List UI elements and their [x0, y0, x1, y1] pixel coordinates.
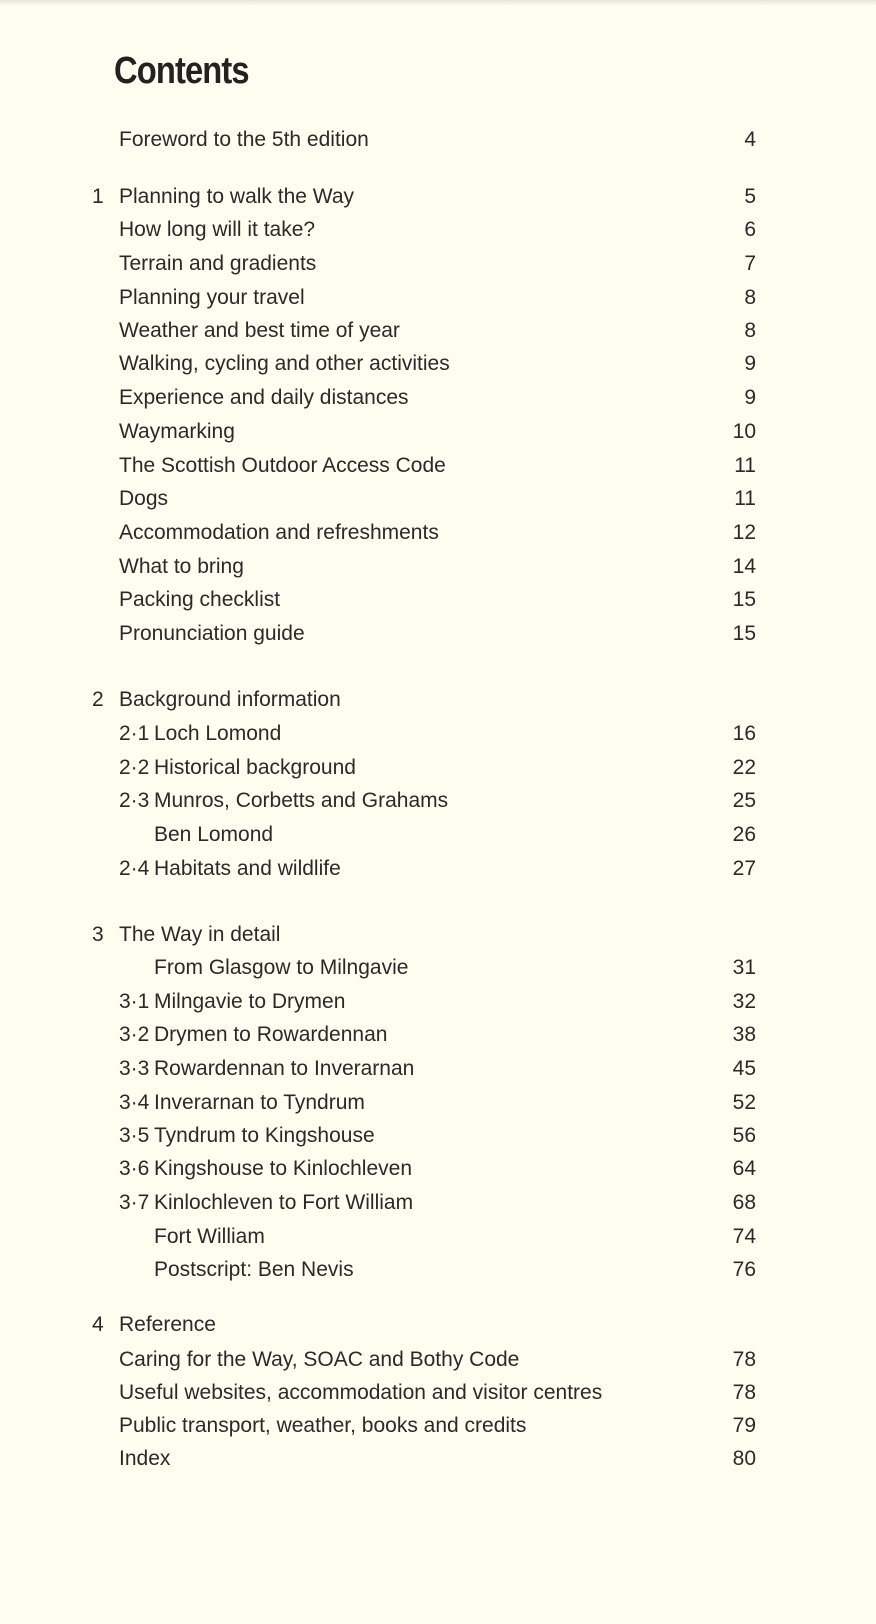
- toc-entry-label: Tyndrum to Kingshouse: [154, 1124, 375, 1147]
- toc-entry-label: Inverarnan to Tyndrum: [154, 1091, 365, 1114]
- toc-entry[interactable]: [0, 1412, 876, 1440]
- toc-entry-label: Experience and daily distances: [119, 386, 409, 409]
- section-number: 2: [92, 688, 104, 711]
- toc-entry-foreword[interactable]: [0, 126, 876, 154]
- toc-entry[interactable]: [0, 821, 876, 849]
- toc-entry-page: 14: [732, 555, 756, 578]
- toc-section-4-heading: [0, 1311, 876, 1339]
- section-heading: Background information: [119, 688, 341, 711]
- toc-entry-label: Planning your travel: [119, 286, 305, 309]
- toc-entry-page: 26: [732, 823, 756, 846]
- toc-entry[interactable]: [0, 1089, 876, 1117]
- toc-entry-label: Dogs: [119, 487, 169, 510]
- toc-entry-page: 74: [732, 1225, 756, 1248]
- toc-entry-label: Habitats and wildlife: [154, 857, 341, 880]
- toc-section-3-heading: [0, 921, 876, 949]
- toc-entry-page: 32: [732, 990, 756, 1013]
- toc-entry-page: 5: [744, 185, 756, 208]
- toc-entry[interactable]: [0, 620, 876, 648]
- toc-entry[interactable]: [0, 586, 876, 614]
- toc-entry[interactable]: [0, 284, 876, 312]
- toc-entry[interactable]: [0, 1346, 876, 1374]
- toc-section-1-heading[interactable]: [0, 183, 876, 211]
- toc-entry-page: 7: [744, 252, 756, 275]
- toc-entry-label: Index: [119, 1447, 171, 1470]
- subsection-number: 3·6: [119, 1157, 150, 1180]
- toc-entry-page: 9: [744, 386, 756, 409]
- subsection-number: 3·7: [119, 1191, 150, 1214]
- toc-entry-page: 56: [732, 1124, 756, 1147]
- subsection-number: 3·2: [119, 1023, 150, 1046]
- toc-entry-label: Waymarking: [119, 420, 235, 443]
- toc-entry-label: Ben Lomond: [154, 823, 274, 846]
- page-top-edge: [0, 0, 876, 6]
- toc-entry-page: 10: [732, 420, 756, 443]
- toc-entry[interactable]: [0, 216, 876, 244]
- toc-entry[interactable]: [0, 452, 876, 480]
- toc-entry-page: 16: [732, 722, 756, 745]
- toc-entry[interactable]: [0, 350, 876, 378]
- toc-entry-page: 8: [744, 319, 756, 342]
- toc-entry-label: Caring for the Way, SOAC and Bothy Code: [119, 1348, 520, 1371]
- subsection-number: 2·2: [119, 756, 150, 779]
- subsection-number: 2·4: [119, 857, 150, 880]
- toc-entry-page: 80: [732, 1447, 756, 1470]
- toc-entry[interactable]: [0, 553, 876, 581]
- toc-entry-label: Postscript: Ben Nevis: [154, 1258, 354, 1281]
- toc-entry-label: Fort William: [154, 1225, 265, 1248]
- toc-entry-page: 9: [744, 352, 756, 375]
- toc-entry-page: 22: [732, 756, 756, 779]
- toc-entry-label: Useful websites, accommodation and visitor centres: [119, 1381, 603, 1404]
- section-number: 1: [92, 185, 104, 208]
- subsection-number: 3·4: [119, 1091, 150, 1114]
- toc-entry[interactable]: [0, 787, 876, 815]
- toc-entry[interactable]: [0, 1055, 876, 1083]
- toc-entry-page: 11: [734, 487, 756, 510]
- subsection-number: 3·3: [119, 1057, 150, 1080]
- toc-entry-label: From Glasgow to Milngavie: [154, 956, 409, 979]
- toc-entry-page: 15: [732, 622, 756, 645]
- page-title: Contents: [114, 50, 249, 92]
- toc-entry[interactable]: [0, 1445, 876, 1473]
- toc-entry-label: Kinlochleven to Fort William: [154, 1191, 414, 1214]
- toc-entry[interactable]: [0, 317, 876, 345]
- toc-entry-label: Milngavie to Drymen: [154, 990, 346, 1013]
- toc-entry[interactable]: [0, 384, 876, 412]
- toc-entry-page: 15: [732, 588, 756, 611]
- toc-entry[interactable]: [0, 720, 876, 748]
- toc-entry[interactable]: [0, 1155, 876, 1183]
- toc-entry[interactable]: [0, 1189, 876, 1217]
- toc-entry[interactable]: [0, 1122, 876, 1150]
- toc-entry[interactable]: [0, 988, 876, 1016]
- toc-entry-page: 52: [732, 1091, 756, 1114]
- toc-entry-label: Packing checklist: [119, 588, 281, 611]
- toc-entry[interactable]: [0, 754, 876, 782]
- toc-entry-page: 4: [744, 128, 756, 151]
- toc-entry-page: 68: [732, 1191, 756, 1214]
- toc-entry-label: Walking, cycling and other activities: [119, 352, 450, 375]
- subsection-number: 3·1: [119, 990, 150, 1013]
- toc-entry-label: Rowardennan to Inverarnan: [154, 1057, 415, 1080]
- toc-entry-label: Public transport, weather, books and credits: [119, 1414, 527, 1437]
- toc-entry-page: 76: [732, 1258, 756, 1281]
- toc-entry-label: Kingshouse to Kinlochleven: [154, 1157, 413, 1180]
- toc-entry-label: Loch Lomond: [154, 722, 282, 745]
- toc-entry[interactable]: [0, 519, 876, 547]
- toc-entry-page: 11: [734, 454, 756, 477]
- toc-entry[interactable]: [0, 855, 876, 883]
- subsection-number: 3·5: [119, 1124, 150, 1147]
- toc-entry[interactable]: [0, 954, 876, 982]
- subsection-number: 2·1: [119, 722, 150, 745]
- toc-entry[interactable]: [0, 1256, 876, 1284]
- section-number: 4: [92, 1313, 104, 1336]
- toc-entry-label: Weather and best time of year: [119, 319, 400, 342]
- section-heading: Reference: [119, 1313, 216, 1336]
- toc-entry[interactable]: [0, 1379, 876, 1407]
- toc-entry-label: Historical background: [154, 756, 356, 779]
- toc-entry-page: 79: [732, 1414, 756, 1437]
- toc-entry-label: Terrain and gradients: [119, 252, 317, 275]
- section-number: 3: [92, 923, 104, 946]
- toc-entry[interactable]: [0, 418, 876, 446]
- toc-entry-label: Munros, Corbetts and Grahams: [154, 789, 449, 812]
- toc-entry-label: Pronunciation guide: [119, 622, 305, 645]
- toc-entry[interactable]: [0, 485, 876, 513]
- toc-entry-page: 45: [732, 1057, 756, 1080]
- toc-entry-page: 38: [732, 1023, 756, 1046]
- toc-entry-label: Foreword to the 5th edition: [119, 128, 369, 151]
- toc-entry-page: 25: [732, 789, 756, 812]
- toc-entry-page: 6: [744, 218, 756, 241]
- toc-entry-label: Accommodation and refreshments: [119, 521, 439, 544]
- subsection-number: 2·3: [119, 789, 150, 812]
- section-heading: Planning to walk the Way: [119, 185, 355, 208]
- toc-entry[interactable]: [0, 1223, 876, 1251]
- toc-entry-page: 8: [744, 286, 756, 309]
- section-heading: The Way in detail: [119, 923, 281, 946]
- toc-entry-page: 27: [732, 857, 756, 880]
- toc-entry-label: Drymen to Rowardennan: [154, 1023, 388, 1046]
- toc-entry[interactable]: [0, 1021, 876, 1049]
- toc-entry-page: 64: [732, 1157, 756, 1180]
- toc-entry-page: 12: [732, 521, 756, 544]
- toc-entry-page: 78: [732, 1348, 756, 1371]
- toc-entry-page: 31: [732, 956, 756, 979]
- toc-entry[interactable]: [0, 250, 876, 278]
- toc-entry-label: What to bring: [119, 555, 244, 578]
- toc-entry-label: How long will it take?: [119, 218, 316, 241]
- toc-entry-page: 78: [732, 1381, 756, 1404]
- toc-entry-label: The Scottish Outdoor Access Code: [119, 454, 446, 477]
- toc-section-2-heading: [0, 686, 876, 714]
